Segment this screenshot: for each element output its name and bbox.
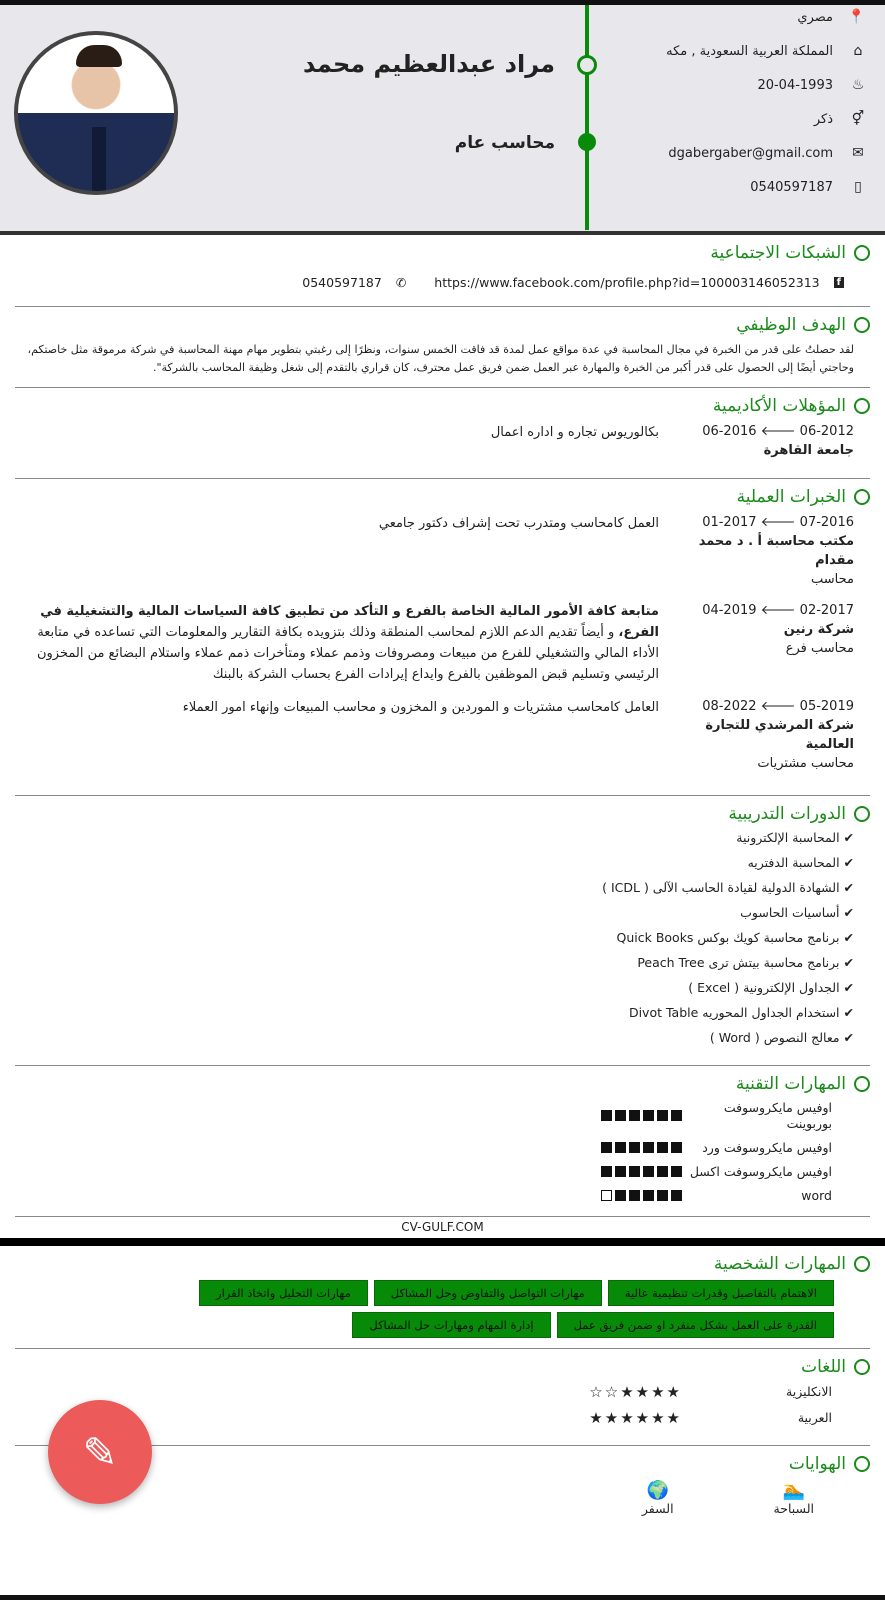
dates: 02-2017 🡐 04-2019 — [702, 603, 854, 618]
experience-item — [15, 697, 854, 773]
training-item: ✔ الشهادة الدولية لقيادة الحاسب الآلى ( ICDL ) — [15, 880, 854, 895]
tech-skills-section — [15, 1066, 870, 1217]
training-item: ✔ الجداول الإلكترونية ( Excel ) — [15, 980, 854, 995]
star-filled-icon: ★ — [651, 1383, 667, 1401]
email-icon: ✉ — [852, 145, 864, 161]
level-square — [671, 1190, 682, 1201]
role: محاسب مشتريات — [757, 756, 854, 771]
star-filled-icon: ★ — [620, 1383, 636, 1401]
star-filled-icon: ★ — [666, 1409, 682, 1427]
star-filled-icon: ★ — [635, 1409, 652, 1427]
experience-meta — [659, 697, 854, 773]
degree: بكالوريوس تجاره و اداره اعمال — [490, 425, 659, 440]
hobby-item — [774, 1480, 814, 1516]
info-text: المملكة العربية السعودية , مكه — [666, 43, 833, 59]
skill-name: اوفيس مايكروسوفت ورد — [702, 1140, 832, 1155]
description — [15, 513, 659, 589]
level-square — [615, 1110, 626, 1121]
star-empty-icon: ☆ — [604, 1383, 621, 1401]
timeline-dot — [577, 55, 597, 75]
level-square — [629, 1142, 640, 1153]
training-item: ✔ استخدام الجداول المحوريه Divot Table — [15, 1005, 854, 1020]
bottom-bar — [0, 1595, 885, 1600]
whatsapp-number[interactable]: 0540597187 — [302, 275, 382, 290]
level-square — [629, 1110, 640, 1121]
objective-section — [15, 307, 870, 388]
description-bold: متابعة كافة الأمور المالية الخاصة بالفرع و التأكد من تطبيق كافة السياسات المالية والتشغيلية في الفرع، — [40, 604, 659, 640]
level-square — [601, 1142, 612, 1153]
level-square — [643, 1190, 654, 1201]
social-section — [15, 235, 870, 307]
description — [15, 697, 659, 773]
page-break — [0, 1238, 885, 1246]
star-filled-icon: ★ — [604, 1409, 621, 1427]
level-square — [643, 1142, 654, 1153]
level-square — [657, 1190, 668, 1201]
training-item: ✔ برنامج محاسبة بيتش ترى Peach Tree — [15, 955, 854, 970]
profile-photo — [14, 31, 178, 195]
language-row — [15, 1383, 832, 1401]
level-square — [615, 1142, 626, 1153]
skill-name: word — [801, 1188, 832, 1203]
home-icon: ⌂ — [853, 43, 863, 59]
star-filled-icon: ★ — [635, 1383, 652, 1401]
hobby-label: السفر — [641, 1501, 674, 1516]
description — [15, 601, 659, 685]
info-item — [814, 111, 865, 127]
level-square — [629, 1166, 640, 1177]
dates: 07-2016 🡐 01-2017 — [702, 515, 854, 530]
hobby-label: السباحة — [773, 1501, 814, 1516]
swimming-icon: 🏊 — [782, 1480, 805, 1501]
skill-tag: مهارات التواصل والتفاوض وحل المشاكل — [374, 1280, 602, 1306]
skill-row — [15, 1100, 832, 1132]
experience-meta — [659, 513, 854, 589]
info-item — [750, 179, 865, 195]
info-item — [797, 9, 865, 25]
training-item: ✔ معالج النصوص ( Word ) — [15, 1030, 854, 1045]
timeline-line — [585, 5, 589, 230]
role: محاسب — [811, 572, 854, 587]
section-title: الشبكات الاجتماعية — [710, 243, 846, 263]
section-title: المهارات الشخصية — [713, 1254, 846, 1274]
section-title: الهوايات — [788, 1454, 846, 1474]
training-item: ✔ أساسيات الحاسوب — [15, 905, 854, 920]
info-item — [668, 145, 865, 161]
info-text: 0540597187 — [750, 179, 833, 195]
skill-tag: مهارات التحليل واتخاذ القرار — [199, 1280, 368, 1306]
candidate-name: مراد عبدالعظيم محمد — [303, 50, 555, 78]
skill-row — [15, 1164, 832, 1180]
info-text: مصري — [797, 9, 833, 25]
star-filled-icon: ★ — [620, 1409, 636, 1427]
skill-name: اوفيس مايكروسوفت اكسل — [689, 1164, 832, 1179]
level-square — [671, 1110, 682, 1121]
skill-level-meter — [598, 1189, 682, 1204]
map-pin-icon: 📍 — [847, 9, 865, 25]
star-empty-icon: ☆ — [589, 1383, 605, 1401]
description-text: و أيضاً تقديم الدعم اللازم لمحاسب المنطقة وذلك بتزويده بكافة التقارير والمعلومات التي تساعده في متابعة الأداء المالي والتشغيلي للفرع من مبيعات ومصروفات وذمم عملاء ومتأخرات ذمم عملاء واستلام البضائع من المخزون الرئيسي وتسليم قبض الموظفين بالفرع وايداع إيرادات الفرع بحساب الشركة بالبنك — [36, 625, 659, 682]
facebook-icon: f — [834, 277, 844, 288]
info-item — [666, 43, 865, 59]
info-text: 20-04-1993 — [757, 77, 833, 93]
star-rating — [589, 1409, 682, 1427]
cv-header — [0, 5, 885, 235]
pencil-icon: ✎ — [82, 1427, 118, 1477]
footer-brand: CV-GULF.COM — [401, 1220, 484, 1234]
level-square — [601, 1190, 612, 1201]
section-title: الهدف الوظيفي — [736, 315, 846, 335]
gender-icon: ⚥ — [851, 111, 865, 127]
skill-row — [15, 1188, 832, 1204]
star-filled-icon: ★ — [589, 1409, 605, 1427]
training-item: ✔ المحاسبة الدفتريه — [15, 855, 854, 870]
company: مكتب محاسبة أ . د محمد مقدام — [698, 534, 854, 568]
dates: 06-2012 🡐 06-2016 — [702, 424, 854, 439]
skill-row — [15, 1140, 832, 1156]
facebook-link[interactable]: https://www.facebook.com/profile.php?id=100003146052313 — [434, 275, 820, 290]
company: شركة المرشدي للتجارة العالمية — [705, 718, 854, 752]
level-square — [657, 1142, 668, 1153]
training-item: ✔ المحاسبة الإلكترونية — [15, 830, 854, 845]
training-section — [15, 796, 870, 1066]
level-square — [671, 1166, 682, 1177]
language-name: العربية — [797, 1410, 832, 1425]
level-square — [629, 1190, 640, 1201]
level-square — [643, 1110, 654, 1121]
section-title: المؤهلات الأكاديمية — [712, 396, 846, 416]
level-square — [615, 1166, 626, 1177]
skill-level-meter — [598, 1141, 682, 1156]
mobile-icon: ▯ — [854, 179, 862, 195]
company: شركة رنين — [783, 622, 854, 637]
section-title: الخبرات العملية — [736, 487, 846, 507]
info-text: dgabergaber@gmail.com — [668, 145, 833, 161]
section-title: الدورات التدريبية — [728, 804, 846, 824]
skill-tag: القدرة على العمل بشكل منفرد او ضمن فريق عمل — [557, 1312, 834, 1338]
description-text: العامل كامحاسب مشتريات و الموردين و المخزون و محاسب المبيعات وإنهاء امور العملاء — [182, 700, 659, 715]
skill-tag: إدارة المهام ومهارات حل المشاكل — [352, 1312, 550, 1338]
level-square — [615, 1190, 626, 1201]
level-square — [601, 1166, 612, 1177]
training-item: ✔ برنامج محاسبة كويك بوكس Quick Books — [15, 930, 854, 945]
level-square — [601, 1110, 612, 1121]
skill-name: اوفيس مايكروسوفت بوربوينت — [723, 1100, 832, 1131]
description-text: العمل كامحاسب ومتدرب تحت إشراف دكتور جامعي — [378, 516, 659, 531]
star-filled-icon: ★ — [651, 1409, 667, 1427]
info-item — [757, 77, 865, 93]
personal-skills-section — [15, 1246, 870, 1349]
skill-level-meter — [598, 1109, 682, 1124]
info-text: ذكر — [813, 111, 833, 127]
school: جامعة القاهرة — [763, 443, 854, 458]
education-section — [15, 388, 870, 479]
objective-text: لقد حصلتُ على قدر من الخبرة في مجال المحاسبة في عدة مواقع عمل لمدة قد فاقت الخمس سنوات، ونظرًا إلى رغبتي بتطوير مهام مهنة المحاسبة في شركة مرموقة مثل خاصتكم، وحاجتي أيضًا إلى الحصول على قدر أكبر من الخبرة والمهارة عبر العمل ضمن فريق عمل محترف، كان قراري بالتقدم إلى شغل وظيفة المحاسب بالشركة". — [27, 343, 854, 374]
section-title: اللغات — [801, 1357, 846, 1377]
skill-level-meter — [598, 1165, 682, 1180]
experience-section — [15, 479, 870, 796]
experience-item — [15, 513, 854, 589]
timeline-dot — [578, 133, 596, 151]
hobby-item — [642, 1480, 674, 1516]
section-title: المهارات التقنية — [735, 1074, 846, 1094]
star-rating — [589, 1383, 682, 1401]
star-filled-icon: ★ — [666, 1383, 682, 1401]
level-square — [657, 1110, 668, 1121]
job-title: محاسب عام — [454, 133, 555, 153]
level-square — [643, 1166, 654, 1177]
edit-fab-button[interactable] — [48, 1400, 152, 1504]
skill-tag: الاهتمام بالتفاصيل وقدرات تنظيمية عالية — [608, 1280, 834, 1306]
education-item — [15, 422, 854, 460]
role: محاسب فرع — [785, 641, 854, 656]
whatsapp-icon: ✆ — [395, 275, 407, 290]
language-name: الانكليزية — [786, 1384, 832, 1399]
level-square — [671, 1142, 682, 1153]
dates: 05-2019 🡐 08-2022 — [702, 699, 854, 714]
experience-meta — [659, 601, 854, 685]
level-square — [657, 1166, 668, 1177]
globe-travel-icon: 🌍 — [646, 1480, 669, 1501]
birthday-cake-icon: ♨ — [851, 77, 865, 93]
experience-item — [15, 601, 854, 685]
